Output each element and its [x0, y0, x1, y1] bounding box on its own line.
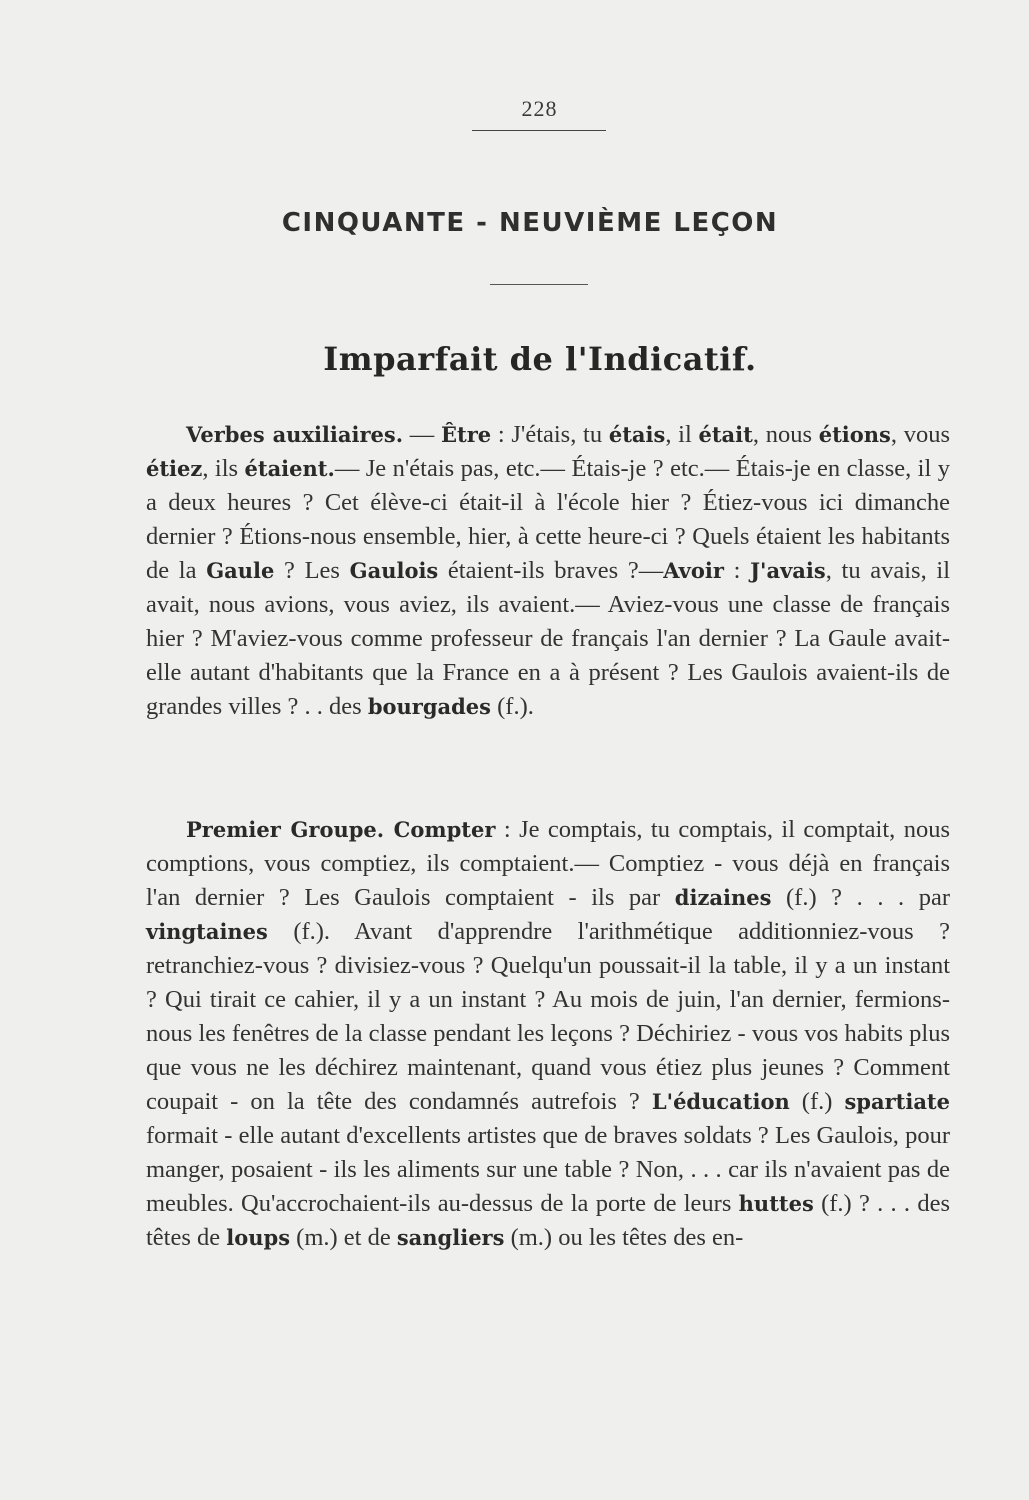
para1-run: étaient-ils braves ?—: [438, 557, 664, 584]
paragraph-first-group: [146, 813, 950, 1255]
title-rule: [490, 284, 588, 285]
para2-run: (f.) ? . . . par: [771, 884, 950, 911]
para1-run: ? Les: [274, 557, 350, 584]
para1-run: — Je n'étais pas, etc.— Étais-je ? etc.— Étais-je en classe, il y a deux heures ? Cet élève-ci était-il à l'école hier ? Étiez-vous ici dimanche dernier ? Étions-nous ensemble, hier, à cette heure-ci ? Quels étaient les habitants de la: [146, 455, 950, 584]
para1-run: : J'étais, tu: [491, 421, 609, 448]
para2-run: : Je comptais, tu comptais, il comptait, nous comptions, vous comptiez, ils comptaient.— Comptiez - vous déjà en français l'an dernier ? Les Gaulois comptaient - ils par: [146, 816, 950, 911]
para2-run-bold: dizaines: [674, 885, 772, 910]
para2-run: formait - elle autant d'excellents artistes que de braves soldats ? Les Gaulois, pour manger, posaient - ils les aliments sur une table ? Non, . . . car ils n'avaient pas de meubles. Qu'accrochaient-ils au-dessus de la porte de leurs: [146, 1122, 950, 1217]
para1-run-bold: Gaule: [206, 558, 275, 583]
para2-run-bold: huttes: [738, 1191, 814, 1216]
paragraph-auxiliary-verbs: [146, 418, 950, 724]
para2-run: (f.): [789, 1088, 845, 1115]
para1-run-bold: étiez: [146, 456, 203, 481]
para2-run-bold: sangliers: [396, 1225, 505, 1250]
page-number: 228: [521, 96, 558, 121]
para2-run: (m.) et de: [290, 1224, 397, 1251]
para2-run: (f.). Avant d'apprendre l'arithmétique additionniez-vous ? retranchiez-vous ? divisiez-vous ? Quelqu'un poussait-il la table, il y a un instant ? Qui tirait ce cahier, il y a un instant ? Au mois de juin, l'an dernier, fermions-nous les fenêtres de la classe pendant les leçons ? Déchiriez - vous vos habits plus que vous ne les déchirez maintenant, quand vous étiez plus jeunes ? Comment coupait - on la tête des condamnés autrefois ?: [146, 918, 950, 1115]
para1-run-bold: étaient.: [244, 456, 335, 481]
para1-run: , il: [665, 421, 699, 448]
para2-run-bold: Premier Groupe. Compter: [186, 817, 496, 842]
para2-run-bold: L'éducation: [651, 1089, 790, 1114]
para1-run-bold: étais: [608, 422, 666, 447]
para2-run-bold: vingtaines: [146, 919, 268, 944]
para1-run-bold: Être: [440, 422, 492, 447]
para1-run-bold: était: [698, 422, 753, 447]
para1-run: :: [723, 557, 751, 584]
para2-run-bold: spartiate: [844, 1089, 950, 1114]
para1-run-bold: bourgades: [367, 694, 491, 719]
para2-run: (m.) ou les têtes des en-: [504, 1224, 744, 1251]
para1-run: , vous: [890, 421, 950, 448]
para1-run: , ils: [202, 455, 245, 482]
para1-run-bold: étions: [818, 422, 891, 447]
para2-run-bold: loups: [226, 1225, 291, 1250]
para1-run: —: [403, 421, 441, 448]
section-title: Imparfait de l'Indicatif.: [323, 340, 757, 378]
para1-run: , tu avais, il avait, nous avions, vous aviez, ils avaient.— Aviez-vous une classe de français hier ? M'aviez-vous comme professeur de français l'an dernier ? La Gaule avait-elle autant d'habitants que la France en a à présent ? Les Gaulois avaient-ils de grandes villes ? . . des: [146, 557, 951, 720]
para1-run-bold: Verbes auxiliaires.: [186, 422, 404, 447]
para1-run: , nous: [752, 421, 819, 448]
para1-run: (f.).: [491, 693, 534, 720]
para1-run-bold: Gaulois: [349, 558, 439, 583]
para1-run-bold: J'avais: [750, 558, 826, 583]
para2-run: (f.) ? . . . des têtes de: [146, 1190, 951, 1251]
header-rule: [472, 130, 606, 131]
chapter-title: CINQUANTE - NEUVIÈME LEÇON: [281, 208, 779, 238]
para1-run-bold: Avoir: [663, 558, 724, 583]
